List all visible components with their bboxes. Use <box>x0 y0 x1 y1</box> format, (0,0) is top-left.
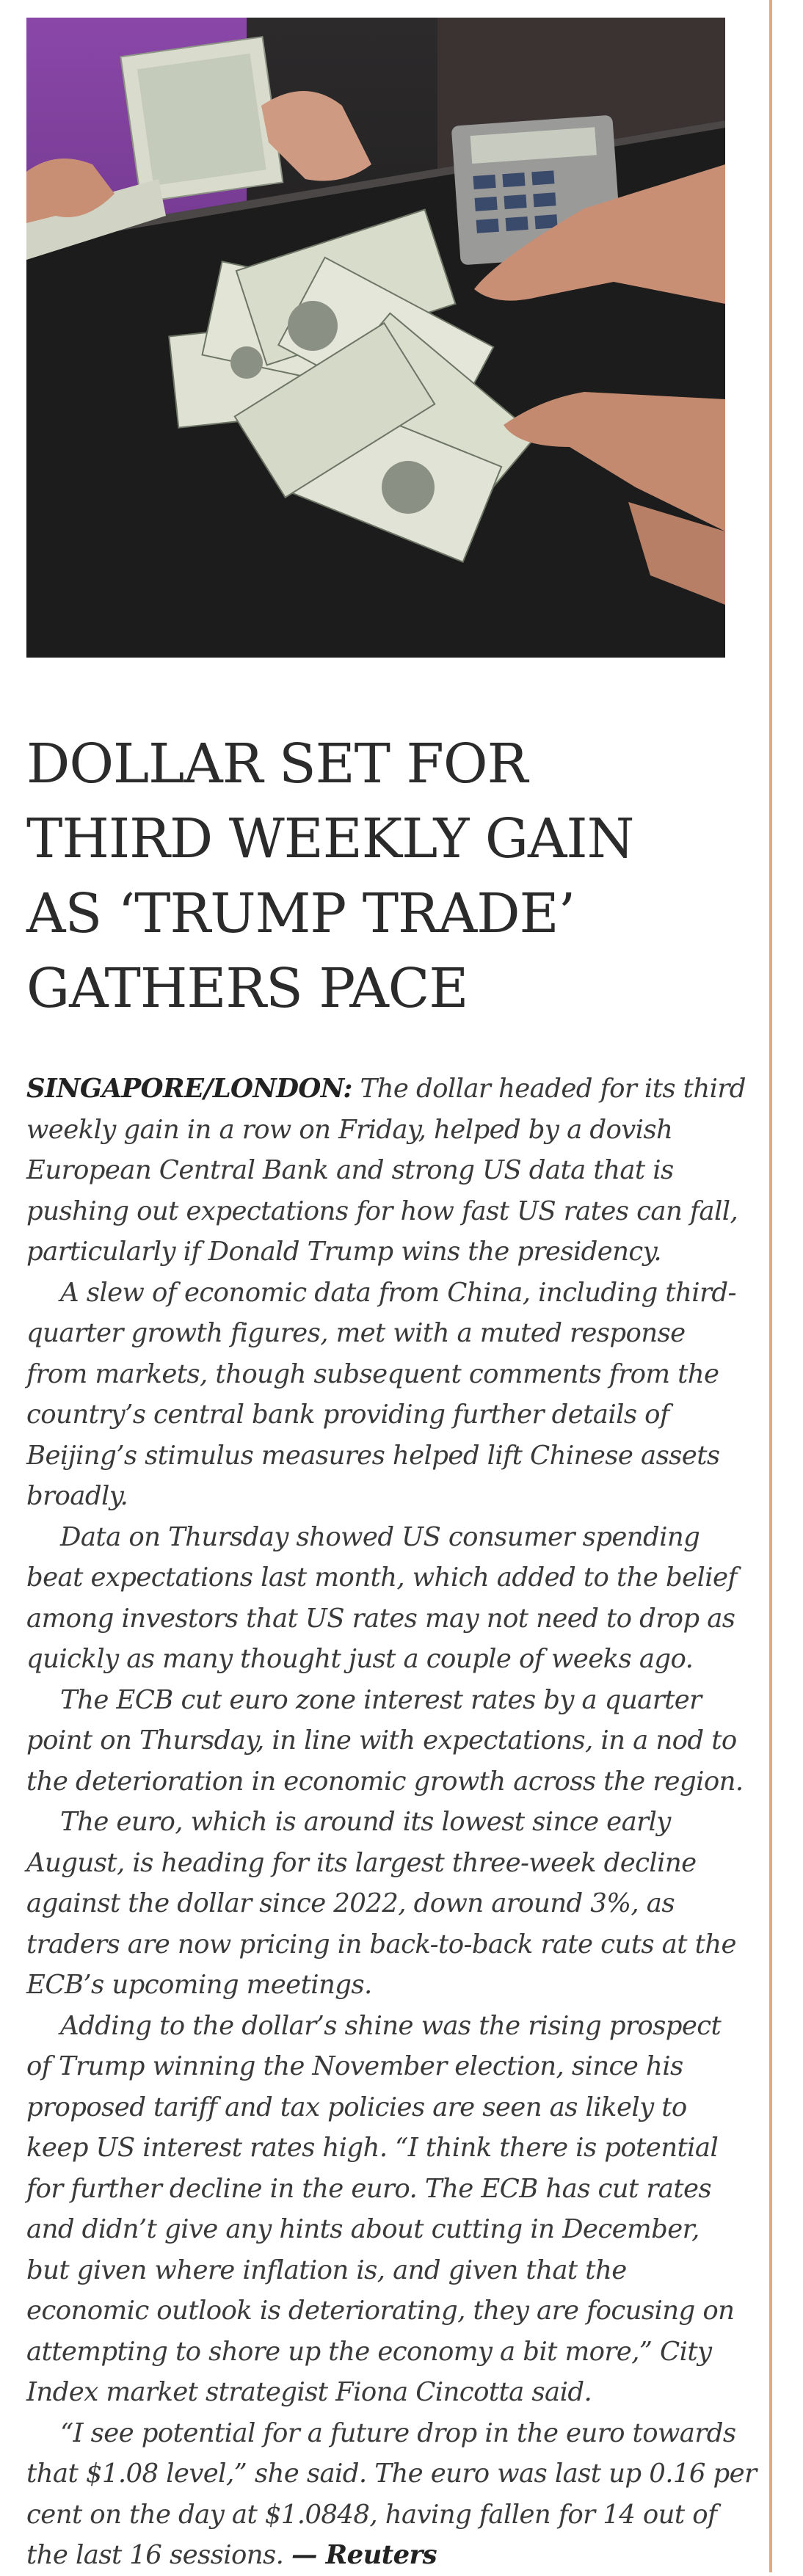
article-line: The euro, which is around its lowest since early <box>60 1807 671 1837</box>
article-line-text: the last 16 sessions. <box>26 2540 292 2570</box>
article-line: Beijing’s stimulus measures helped lift Chinese assets <box>26 1440 720 1471</box>
column-rule <box>769 0 772 2572</box>
article-line: quickly as many thought just a couple of weeks ago. <box>26 1644 694 1674</box>
headline-line: THIRD WEEKLY GAIN <box>26 807 634 870</box>
article-line: keep US interest rates high. “I think there is potential <box>26 2133 719 2163</box>
article-line: among investors that US rates may not need to drop as <box>26 1603 735 1634</box>
article-line: country’s central bank providing further details of <box>26 1400 669 1430</box>
headline-line: AS ‘TRUMP TRADE’ <box>26 882 575 945</box>
article-line: quarter growth figures, met with a muted response <box>26 1318 686 1348</box>
article-line <box>26 2535 760 2576</box>
article-line: that $1.08 level,” she said. The euro was last up 0.16 per <box>26 2459 757 2489</box>
article-line: for further decline in the euro. The ECB has cut rates <box>26 2173 712 2204</box>
article-line-text: The dollar headed for its third <box>352 1074 746 1104</box>
article-line: August, is heading for its largest three-week decline <box>26 1847 697 1878</box>
article-line: A slew of economic data from China, including third- <box>60 1277 736 1308</box>
article-line: Data on Thursday showed US consumer spending <box>60 1521 700 1552</box>
article-line: European Central Bank and strong US data that is <box>26 1155 674 1185</box>
article-line: from markets, though subsequent comments from the <box>26 1358 719 1389</box>
dateline: SINGAPORE/LONDON: <box>26 1074 352 1104</box>
byline: — Reuters <box>291 2540 437 2570</box>
article-line: of Trump winning the November election, since his <box>26 2051 683 2081</box>
headline-line: GATHERS PACE <box>26 957 468 1020</box>
article-line: proposed tariff and tax policies are seen as likely to <box>26 2092 687 2122</box>
article-body <box>26 1069 760 2576</box>
article-line: the deterioration in economic growth across the region. <box>26 1766 744 1797</box>
article-line: particularly if Donald Trump wins the presidency. <box>26 1237 662 1267</box>
article-line: cent on the day at $1.0848, having fallen for 14 out of <box>26 2499 717 2530</box>
article-line: attempting to shore up the economy a bit more,” City <box>26 2336 712 2367</box>
article-line: economic outlook is deteriorating, they are focusing on <box>26 2296 735 2326</box>
article-line: The ECB cut euro zone interest rates by a quarter <box>60 1684 702 1715</box>
headline-line: DOLLAR SET FOR <box>26 732 528 796</box>
article-line: traders are now pricing in back-to-back rate cuts at the <box>26 1929 736 1960</box>
headline <box>26 727 731 1026</box>
article-line: but given where inflation is, and given that the <box>26 2255 627 2285</box>
article-line: pushing out expectations for how fast US rates can fall, <box>26 1196 738 1226</box>
article-line <box>26 1069 760 1110</box>
article-line: Adding to the dollar’s shine was the rising prospect <box>60 2010 722 2041</box>
article-line: ECB’s upcoming meetings. <box>26 1970 372 2000</box>
article-line: and didn’t give any hints about cutting in December, <box>26 2214 700 2244</box>
article-line: Index market strategist Fiona Cincotta said. <box>26 2377 592 2407</box>
article-line: “I see potential for a future drop in the euro towards <box>60 2417 736 2448</box>
article-line: weekly gain in a row on Friday, helped by a dovish <box>26 1114 673 1145</box>
article-line: point on Thursday, in line with expectations, in a nod to <box>26 1725 737 1755</box>
article-line: against the dollar since 2022, down around 3%, as <box>26 1888 675 1918</box>
article-line: broadly. <box>26 1481 128 1511</box>
article-photo <box>26 18 725 658</box>
article-line: beat expectations last month, which added to the belief <box>26 1562 737 1593</box>
